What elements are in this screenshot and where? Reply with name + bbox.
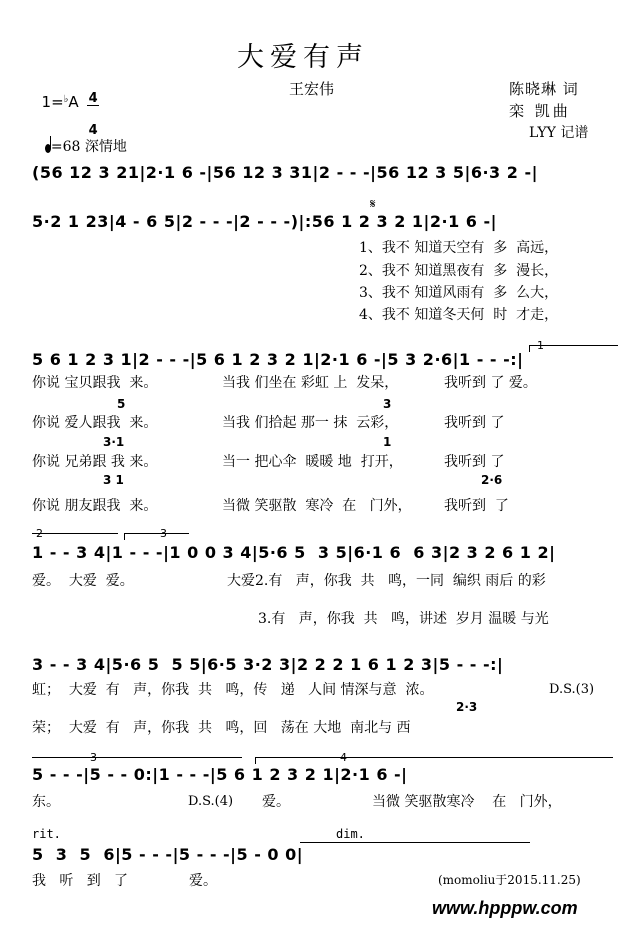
flat-sign: ♭ [63, 94, 69, 105]
stave-4-notes: 1 - - 3 4|1 - - -|1 0 0 3 4|5·6 5 3 5|6·1 6 6 3|2 3 2 6 1 2| [32, 543, 556, 562]
rit-marking: rit. [32, 827, 61, 841]
watermark: www.hpppw.com [432, 898, 578, 918]
tempo-text: =68 深情地 [50, 139, 127, 155]
stave-3-lyric-2a: 你说 爱人跟我 来。 [32, 415, 158, 431]
key-prefix: 1= [41, 93, 64, 111]
segno-icon: 𝄋 [370, 197, 376, 212]
stave-6-lyric-2: 爱。 [262, 794, 290, 810]
stave-3-lyric-3b: 当一 把心伞 暖暖 地 打开， [222, 454, 403, 470]
key-signature [32, 80, 79, 110]
time-top: 4 [88, 90, 98, 106]
stave-4-lyric-2: 3.有 声，你我 共 鸣，讲述 岁月 温暖 与光 [258, 611, 549, 627]
ds-3-marking: D.S.(3) [549, 682, 595, 697]
stave-3-lyric-1a: 你说 宝贝跟我 来。 [32, 375, 158, 391]
ending-3-number: 3 [160, 527, 167, 540]
small-note-d: 1 [383, 435, 392, 449]
stave-1-underlines [32, 182, 607, 185]
small-note-e: 3 1 [103, 473, 124, 487]
stave-3-lyric-3c: 我听到 了 [444, 454, 505, 470]
time-bottom: 4 [88, 123, 98, 138]
ending-3b-number: 3 [90, 751, 97, 764]
ending-3-bracket [124, 533, 189, 540]
ending-1-bracket [529, 345, 618, 352]
stave-3-lyric-4b: 当微 笑驱散 寒冷 在 门外， [222, 498, 412, 514]
stave-3-lyric-1c: 我听到 了 爱。 [444, 375, 537, 391]
stave-6-notes: 5 - - -|5 - - 0:|1 - - -|5 6 1 2 3 2 1|2·1 6 -| [32, 765, 408, 784]
verse-1-line: 1、我不 知道天空有 多 高远， [359, 240, 559, 256]
dim-line [300, 842, 530, 847]
tempo-marking [36, 123, 127, 155]
transcription-credit: (momoliu于2015.11.25) [438, 873, 581, 887]
stave-5-notes: 3 - - 3 4|5·6 5 5 5|6·5 3·2 3|2 2 2 1 6 1 2 3|5 - - -:| [32, 655, 504, 674]
stave-5-lyric-2: 荣； 大爱 有 声，你我 共 鸣，回 荡在 大地 南北与 西 [32, 720, 411, 736]
verse-2-line: 2、我不 知道黑夜有 多 漫长， [359, 263, 559, 279]
verse-4-line: 4、我不 知道冬天何 时 才走， [359, 307, 559, 323]
stave-7-lyric-2: 爱。 [189, 873, 217, 889]
small-note-g: 2·3 [456, 700, 478, 714]
stave-7-notes: 5 3 5 6|5 - - -|5 - - -|5 - 0 0| [32, 845, 304, 864]
ending-4-number: 4 [340, 751, 347, 764]
ending-1-number: 1 [537, 339, 544, 352]
stave-3-lyric-2c: 我听到 了 [444, 415, 505, 431]
dim-marking: dim. [336, 827, 365, 841]
small-note-c: 3·1 [103, 435, 125, 449]
stave-3-lyric-1b: 当我 们坐在 彩虹 上 发呆， [222, 375, 399, 391]
transcriber: LYY 记谱 [529, 125, 589, 141]
key-note: A [68, 93, 79, 111]
stave-1-notes: (56 12 3 21|2·1 6 -|56 12 3 31|2 - - -|56 12 3 5|6·3 2 -| [32, 163, 538, 182]
singer: 王宏伟 [289, 80, 335, 98]
stave-3-lyric-2b: 当我 们拾起 那一 抹 云彩， [222, 415, 399, 431]
stave-4-lyric-1a: 爱。 大爱 爱。 [32, 573, 134, 589]
stave-5-lyric-1: 虹； 大爱 有 声，你我 共 鸣，传 递 人间 情深与意 浓。 [32, 682, 434, 698]
stave-2-notes: 5·2 1 23|4 - 6 5|2 - - -|2 - - -)|:56 1 2 3 2 1|2·1 6 -| [32, 212, 497, 231]
verse-3-line: 3、我不 知道风雨有 多 么大， [359, 285, 559, 301]
composer: 栾 凯曲 [509, 102, 571, 120]
lyricist: 陈晓琳 词 [509, 80, 579, 98]
small-note-b: 3 [383, 397, 392, 411]
small-note-a: 5 [117, 397, 126, 411]
stave-6-lyric-1: 东。 [32, 794, 60, 810]
stave-3-lyric-4a: 你说 朋友跟我 来。 [32, 498, 158, 514]
stave-4-lyric-1b: 大爱2.有 声，你我 共 鸣，一同 编织 雨后 的彩 [227, 573, 546, 589]
stave-3-lyric-4c: 我听到 了 [444, 498, 509, 514]
stave-7-lyric-1: 我 听 到 了 [32, 873, 129, 889]
ending-3b-bracket [32, 757, 242, 764]
ds-4-marking: D.S.(4) [188, 794, 234, 809]
song-title: 大爱有声 [237, 42, 369, 73]
small-note-f: 2·6 [481, 473, 503, 487]
stave-6-lyric-3: 当微 笑驱散寒冷 在 门外， [372, 794, 562, 810]
ending-4-bracket [255, 757, 613, 764]
ending-2-number: 2 [36, 527, 43, 540]
stave-3-notes: 5 6 1 2 3 1|2 - - -|5 6 1 2 3 2 1|2·1 6 -|5 3 2·6|1 - - -:| [32, 350, 524, 369]
quarter-note-icon [45, 144, 51, 153]
ending-2-bracket [32, 533, 118, 540]
stave-3-lyric-3a: 你说 兄弟跟 我 来。 [32, 454, 158, 470]
